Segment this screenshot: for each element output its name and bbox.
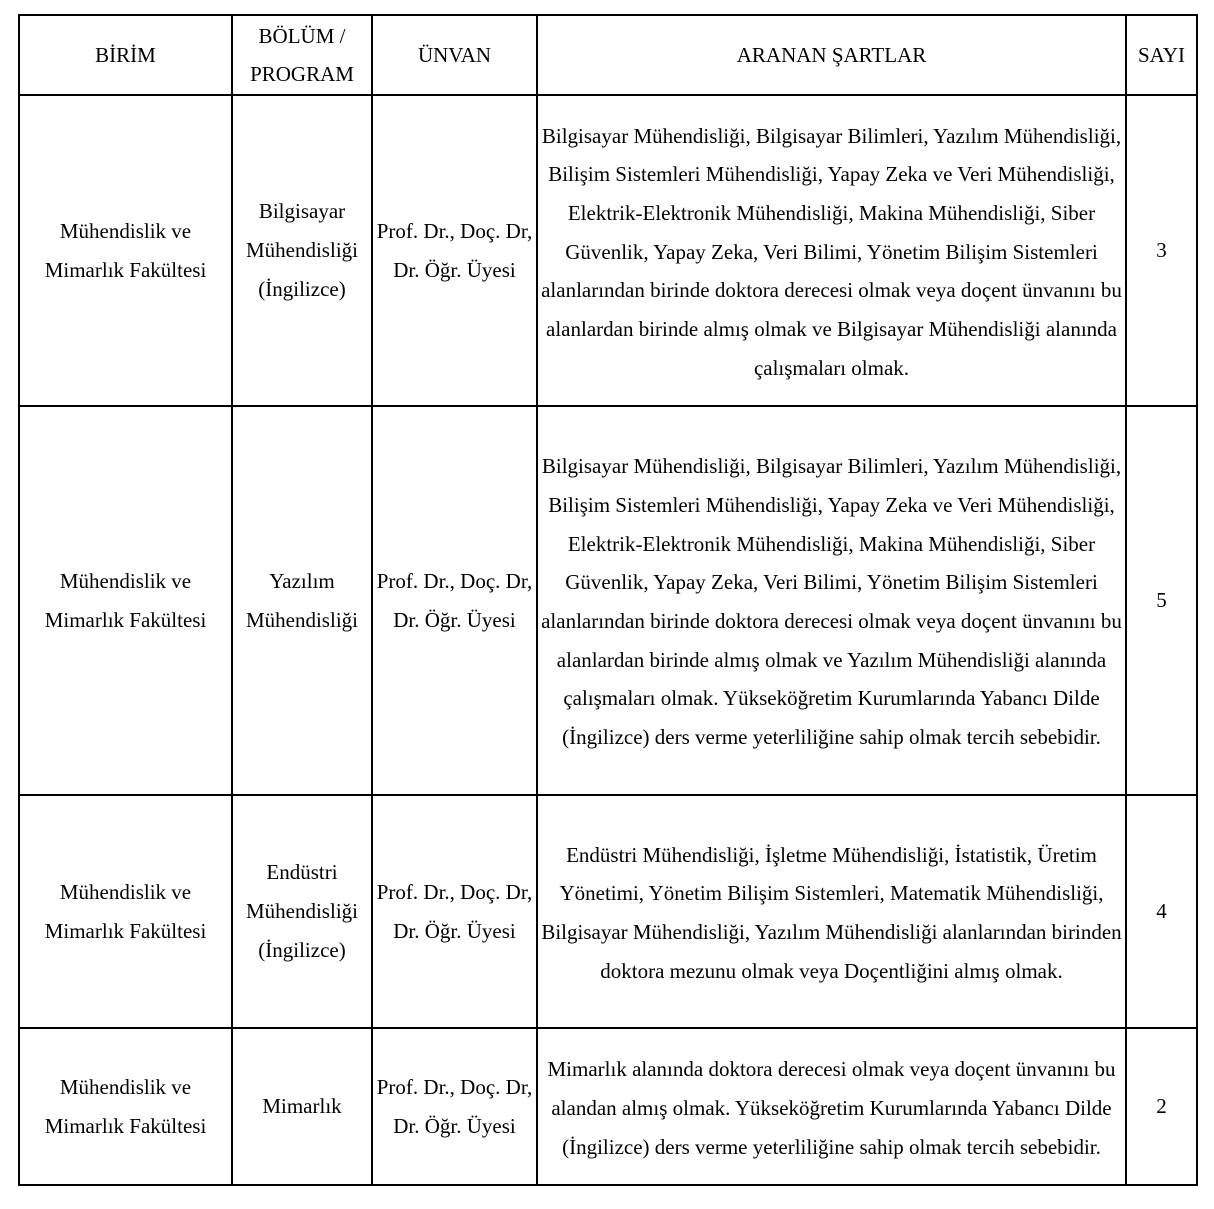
- table-row: [19, 406, 1197, 795]
- positions-table: [18, 14, 1198, 1186]
- header-unvan: ÜNVAN: [372, 15, 537, 95]
- cell-unvan: Prof. Dr., Doç. Dr, Dr. Öğr. Üyesi: [372, 406, 537, 795]
- header-aranan-sartlar: ARANAN ŞARTLAR: [537, 15, 1126, 95]
- cell-bolum: Endüstri Mühendisliği (İngilizce): [232, 795, 372, 1028]
- header-sayi: SAYI: [1126, 15, 1197, 95]
- cell-birim: Mühendislik ve Mimarlık Fakültesi: [19, 95, 232, 406]
- cell-sayi: 2: [1126, 1028, 1197, 1185]
- cell-birim: Mühendislik ve Mimarlık Fakültesi: [19, 406, 232, 795]
- cell-bolum: Yazılım Mühendisliği: [232, 406, 372, 795]
- cell-sayi: 5: [1126, 406, 1197, 795]
- cell-sartlar: Bilgisayar Mühendisliği, Bilgisayar Bilimleri, Yazılım Mühendisliği, Bilişim Sistemleri Mühendisliği, Yapay Zeka ve Veri Mühendisliği, Elektrik-Elektronik Mühendisliği, Makina Mühendisliği, Siber Güvenlik, Yapay Zeka, Veri Bilimi, Yönetim Bilişim Sistemleri alanlarından birinde doktora derecesi olmak veya doçent ünvanını bu alanlardan birinde almış olmak ve Yazılım Mühendisliği alanında çalışmaları olmak. Yükseköğretim Kurumlarında Yabancı Dilde (İngilizce) ders verme yeterliliğine sahip olmak tercih sebebidir.: [537, 406, 1126, 795]
- cell-bolum: Mimarlık: [232, 1028, 372, 1185]
- header-bolum-program: BÖLÜM / PROGRAM: [232, 15, 372, 95]
- header-birim: BİRİM: [19, 15, 232, 95]
- cell-sayi: 3: [1126, 95, 1197, 406]
- cell-sartlar: Endüstri Mühendisliği, İşletme Mühendisliği, İstatistik, Üretim Yönetimi, Yönetim Bilişim Sistemleri, Matematik Mühendisliği, Bilgisayar Mühendisliği, Yazılım Mühendisliği alanlarından birinden doktora mezunu olmak veya Doçentliğini almış olmak.: [537, 795, 1126, 1028]
- table-row: [19, 1028, 1197, 1185]
- cell-sayi: 4: [1126, 795, 1197, 1028]
- cell-unvan: Prof. Dr., Doç. Dr, Dr. Öğr. Üyesi: [372, 95, 537, 406]
- table-row: [19, 95, 1197, 406]
- cell-unvan: Prof. Dr., Doç. Dr, Dr. Öğr. Üyesi: [372, 795, 537, 1028]
- cell-birim: Mühendislik ve Mimarlık Fakültesi: [19, 1028, 232, 1185]
- cell-sartlar: Bilgisayar Mühendisliği, Bilgisayar Bilimleri, Yazılım Mühendisliği, Bilişim Sistemleri Mühendisliği, Yapay Zeka ve Veri Mühendisliği, Elektrik-Elektronik Mühendisliği, Makina Mühendisliği, Siber Güvenlik, Yapay Zeka, Veri Bilimi, Yönetim Bilişim Sistemleri alanlarından birinde doktora derecesi olmak veya doçent ünvanını bu alanlardan birinde almış olmak ve Bilgisayar Mühendisliği alanında çalışmaları olmak.: [537, 95, 1126, 406]
- cell-unvan: Prof. Dr., Doç. Dr, Dr. Öğr. Üyesi: [372, 1028, 537, 1185]
- table-row: [19, 795, 1197, 1028]
- cell-bolum: Bilgisayar Mühendisliği (İngilizce): [232, 95, 372, 406]
- header-row: [19, 15, 1197, 95]
- cell-birim: Mühendislik ve Mimarlık Fakültesi: [19, 795, 232, 1028]
- cell-sartlar: Mimarlık alanında doktora derecesi olmak veya doçent ünvanını bu alandan almış olmak. Yükseköğretim Kurumlarında Yabancı Dilde (İngilizce) ders verme yeterliliğine sahip olmak tercih sebebidir.: [537, 1028, 1126, 1185]
